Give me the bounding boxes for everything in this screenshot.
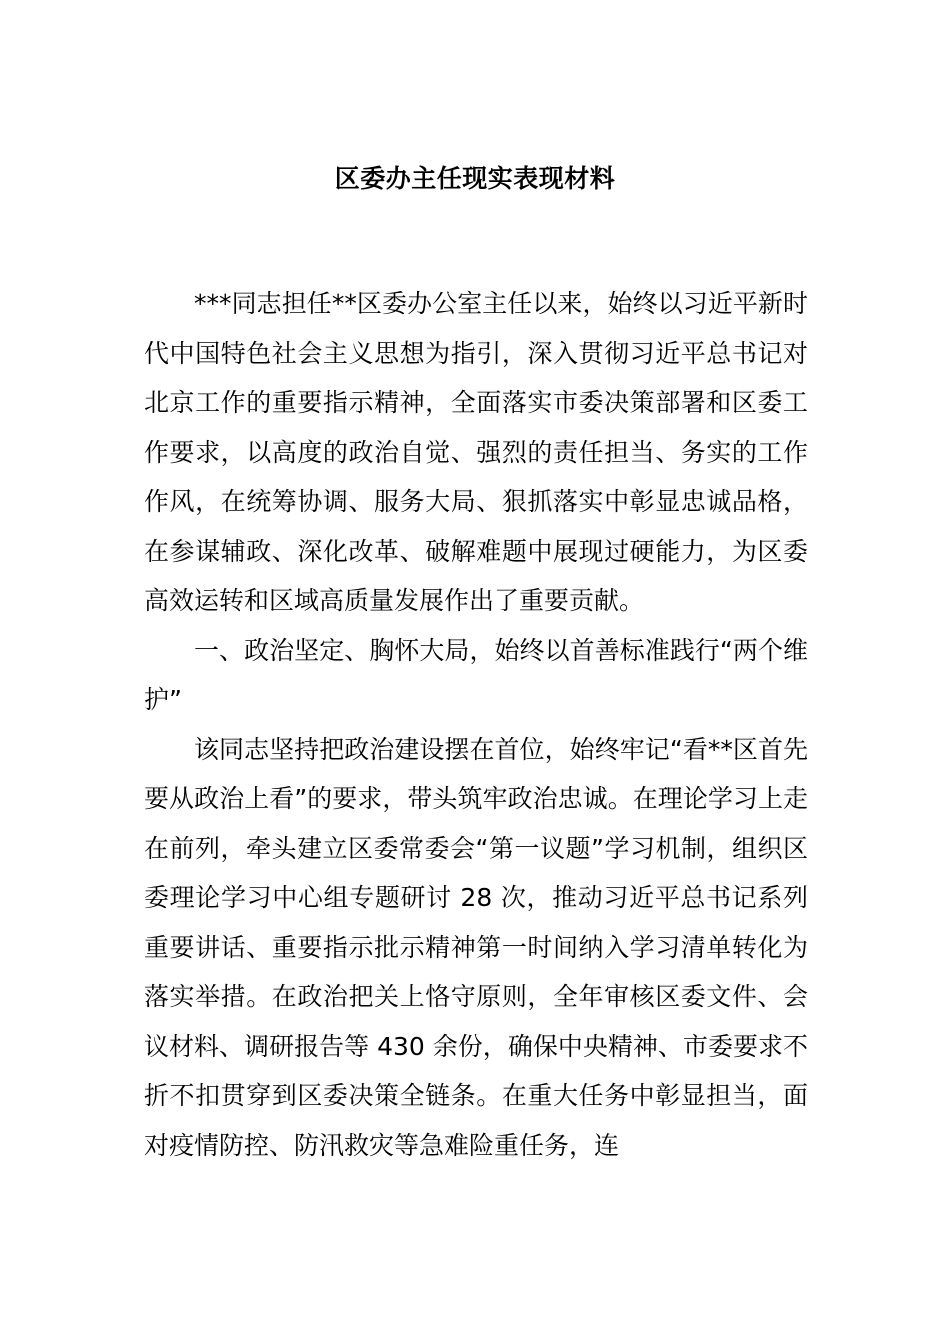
section-heading-1: 一、政治坚定、胸怀大局，始终以首善标准践行“两个维护” [144,635,808,714]
document-title: 区委办主任现实表现材料 [334,164,616,193]
document-body [144,279,808,1170]
paragraph-section-1: 该同志坚持把政治建设摆在首位，始终牢记“看**区首先要从政治上看”的要求，带头筑牢政治忠诚。在理论学习上走在前列，牵头建立区委常委会“第一议题”学习机制，组织区委理论学习中心组专题研讨 28 次，推动习近平总书记系列重要讲话、重要指示批示精神第一时间纳入学习清单转化为落实举措。在政治把关上恪守原则，全年审核区委文件、会议材料、调研报告等 430 余份，确保中央精神、市委要求不折不扣贯穿到区委决策全链条。在重大任务中彰显担当，面对疫情防控、防汛救灾等急难险重任务，连 [144,734,808,1160]
paragraph-intro: ***同志担任**区委办公室主任以来，始终以习近平新时代中国特色社会主义思想为指引，深入贯彻习近平总书记对北京工作的重要指示精神，全面落实市委决策部署和区委工作要求，以高度的政治自觉、强烈的责任担当、务实的工作作风，在统筹协调、服务大局、狠抓落实中彰显忠诚品格，在参谋辅政、深化改革、破解难题中展现过硬能力，为区委高效运转和区域高质量发展作出了重要贡献。 [144,289,808,615]
